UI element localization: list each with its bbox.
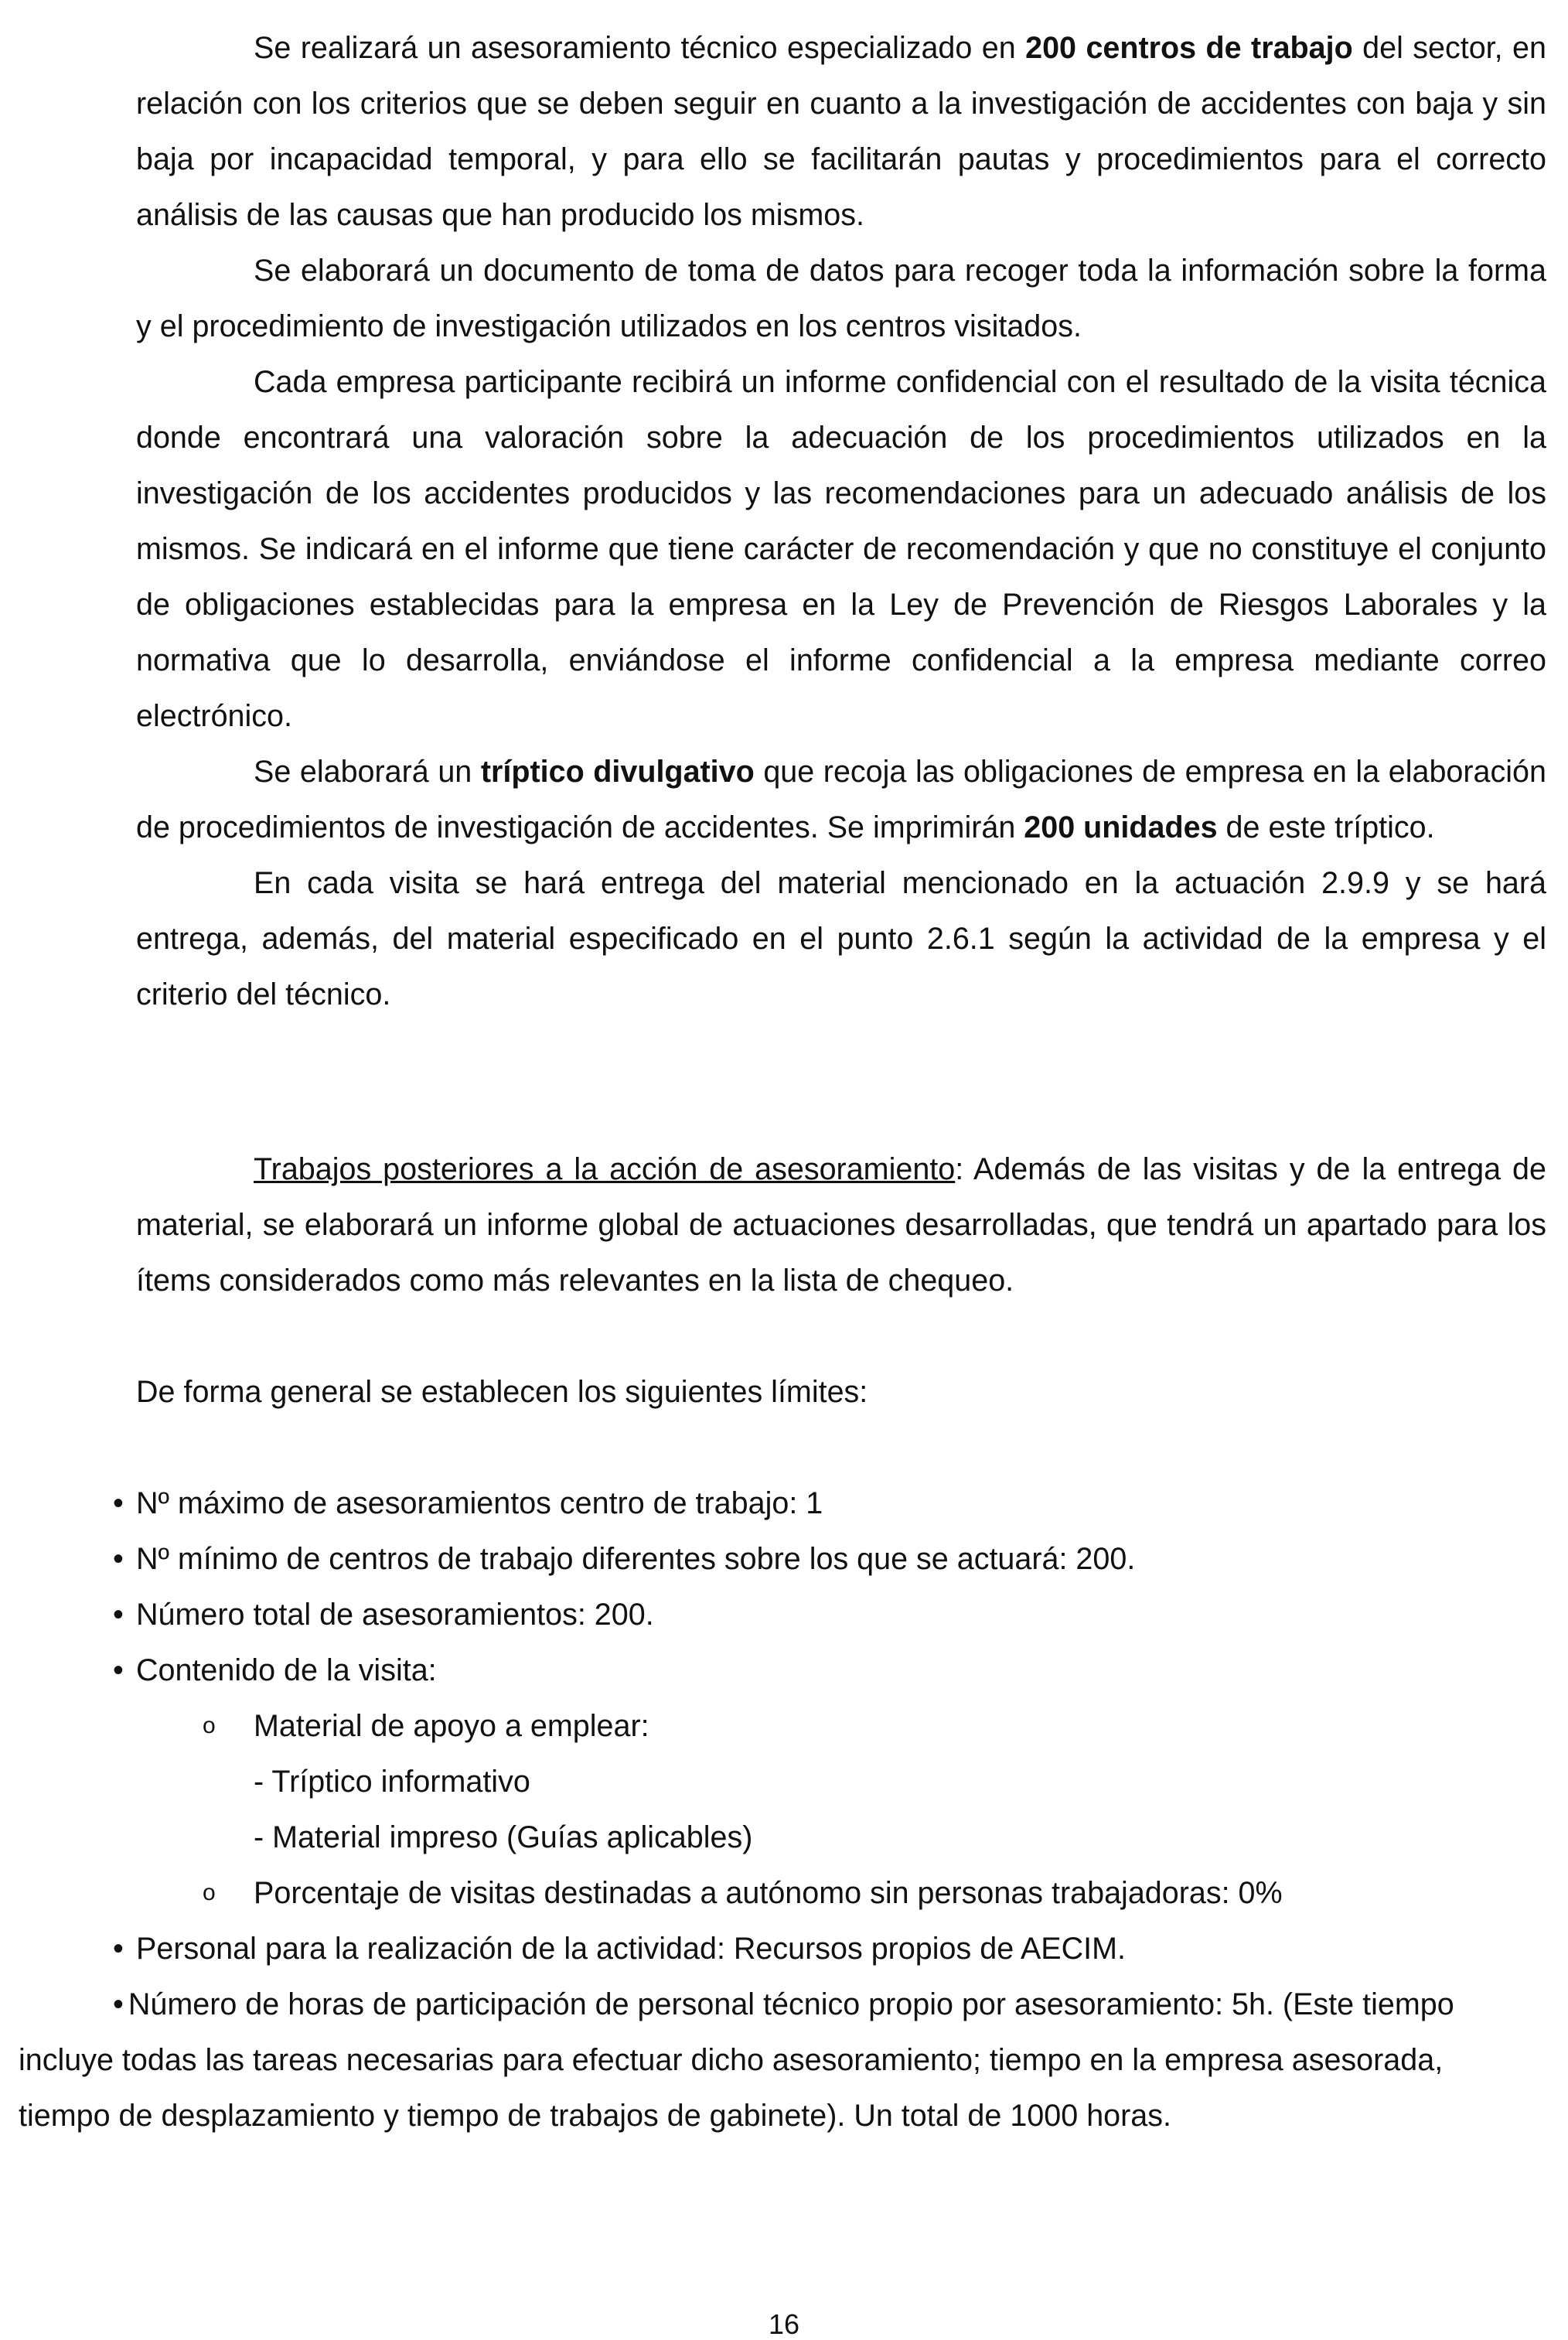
list-item: • Nº máximo de asesoramientos centro de trabajo: 1 [0, 1475, 1546, 1531]
list-item: • Personal para la realización de la actividad: Recursos propios de AECIM. [0, 1921, 1546, 1977]
bullet-dot: • [113, 1932, 124, 1966]
bullet-dot: • [113, 1598, 124, 1632]
underlined-heading: Trabajos posteriores a la acción de asesoramiento [254, 1152, 956, 1186]
page-number: 16 [768, 2308, 800, 2340]
paragraph-informe-confidencial: Cada empresa participante recibirá un informe confidencial con el resultado de la visita técnica donde encontrará una valoración sobre la adecuación de los procedimientos utilizados en la investigación de los accidentes producidos y las recomendaciones para un adecuado análisis de los mismos. Se indicará en el informe que tiene carácter de recomendación y que no constituye el conjunto de obligaciones establecidas para la empresa en la Ley de Prevención de Riesgos Laborales y la normativa que lo desarrolla, enviándose el informe confidencial a la empresa mediante correo electrónico. [136, 365, 1546, 733]
bold-unidades: 200 unidades [1024, 810, 1218, 844]
list-item: • Número total de asesoramientos: 200. [0, 1587, 1546, 1642]
limits-list [0, 1475, 1546, 1977]
body-text-limites [136, 1364, 1546, 1420]
paragraph-entrega-material: En cada visita se hará entrega del material mencionado en la actuación 2.9.9 y se hará entrega, además, del material especificado en el punto 2.6.1 según la actividad de la empresa y el criterio del técnico. [136, 866, 1546, 1011]
list-item: • Nº mínimo de centros de trabajo diferentes sobre los que se actuará: 200. [0, 1531, 1546, 1587]
body-text-trabajos [136, 1141, 1546, 1308]
sub-list-item: o Material de apoyo a emplear: [0, 1698, 1546, 1754]
bullet-dot: • [113, 1542, 124, 1576]
paragraph-toma-datos: Se elaborará un documento de toma de datos para recoger toda la información sobre la forma y el procedimiento de investigación utilizados en los centros visitados. [136, 254, 1546, 343]
bullet-dot: • [113, 1653, 124, 1687]
paragraph-limites: De forma general se establecen los siguientes límites: [136, 1375, 868, 1409]
bullet-dot: • [113, 1987, 124, 2021]
sub-list-item: o Porcentaje de visitas destinadas a autónomo sin personas trabajadoras: 0% [0, 1865, 1546, 1921]
paragraph-trabajos-posteriores: Trabajos posteriores a la acción de asesoramiento: Además de las visitas y de la entrega de material, se elaborará un informe global de actuaciones desarrolladas, que tendrá un apartado para los ítems considerados como más relevantes en la lista de chequeo. [136, 1152, 1546, 1298]
dash-item: - Tríptico informativo [254, 1765, 530, 1799]
paragraph-asesoramiento: Se realizará un asesoramiento técnico especializado en 200 centros de trabajo del sector, en relación con los criterios que se deben seguir en cuanto a la investigación de accidentes con baja y sin baja por incapacidad temporal, y para ello se facilitarán pautas y procedimientos para el correcto análisis de las causas que han producido los mismos. [136, 31, 1546, 232]
bold-triptico: tríptico divulgativo [480, 755, 755, 789]
list-item: • Contenido de la visita: [0, 1642, 1546, 1698]
bold-centros: 200 centros de trabajo [1025, 31, 1353, 65]
dash-item: - Material impreso (Guías aplicables) [254, 1820, 753, 1854]
circle-bullet: o [203, 1713, 216, 1738]
list-item-horas: • Número de horas de participación de personal técnico propio por asesoramiento: 5h. (Este tiempo incluye todas las tareas necesarias para efectuar dicho asesoramiento; tiempo en la empresa asesorada, tiempo de desplazamiento y tiempo de trabajos de gabinete). Un total de 1000 horas. [19, 1987, 1454, 2133]
circle-bullet: o [203, 1880, 216, 1905]
paragraph-triptico: Se elaborará un tríptico divulgativo que recoja las obligaciones de empresa en la elaboración de procedimientos de investigación de accidentes. Se imprimirán 200 unidades de este tríptico. [136, 755, 1546, 844]
bullet-dot: • [113, 1486, 124, 1520]
body-text-top [136, 20, 1546, 1022]
